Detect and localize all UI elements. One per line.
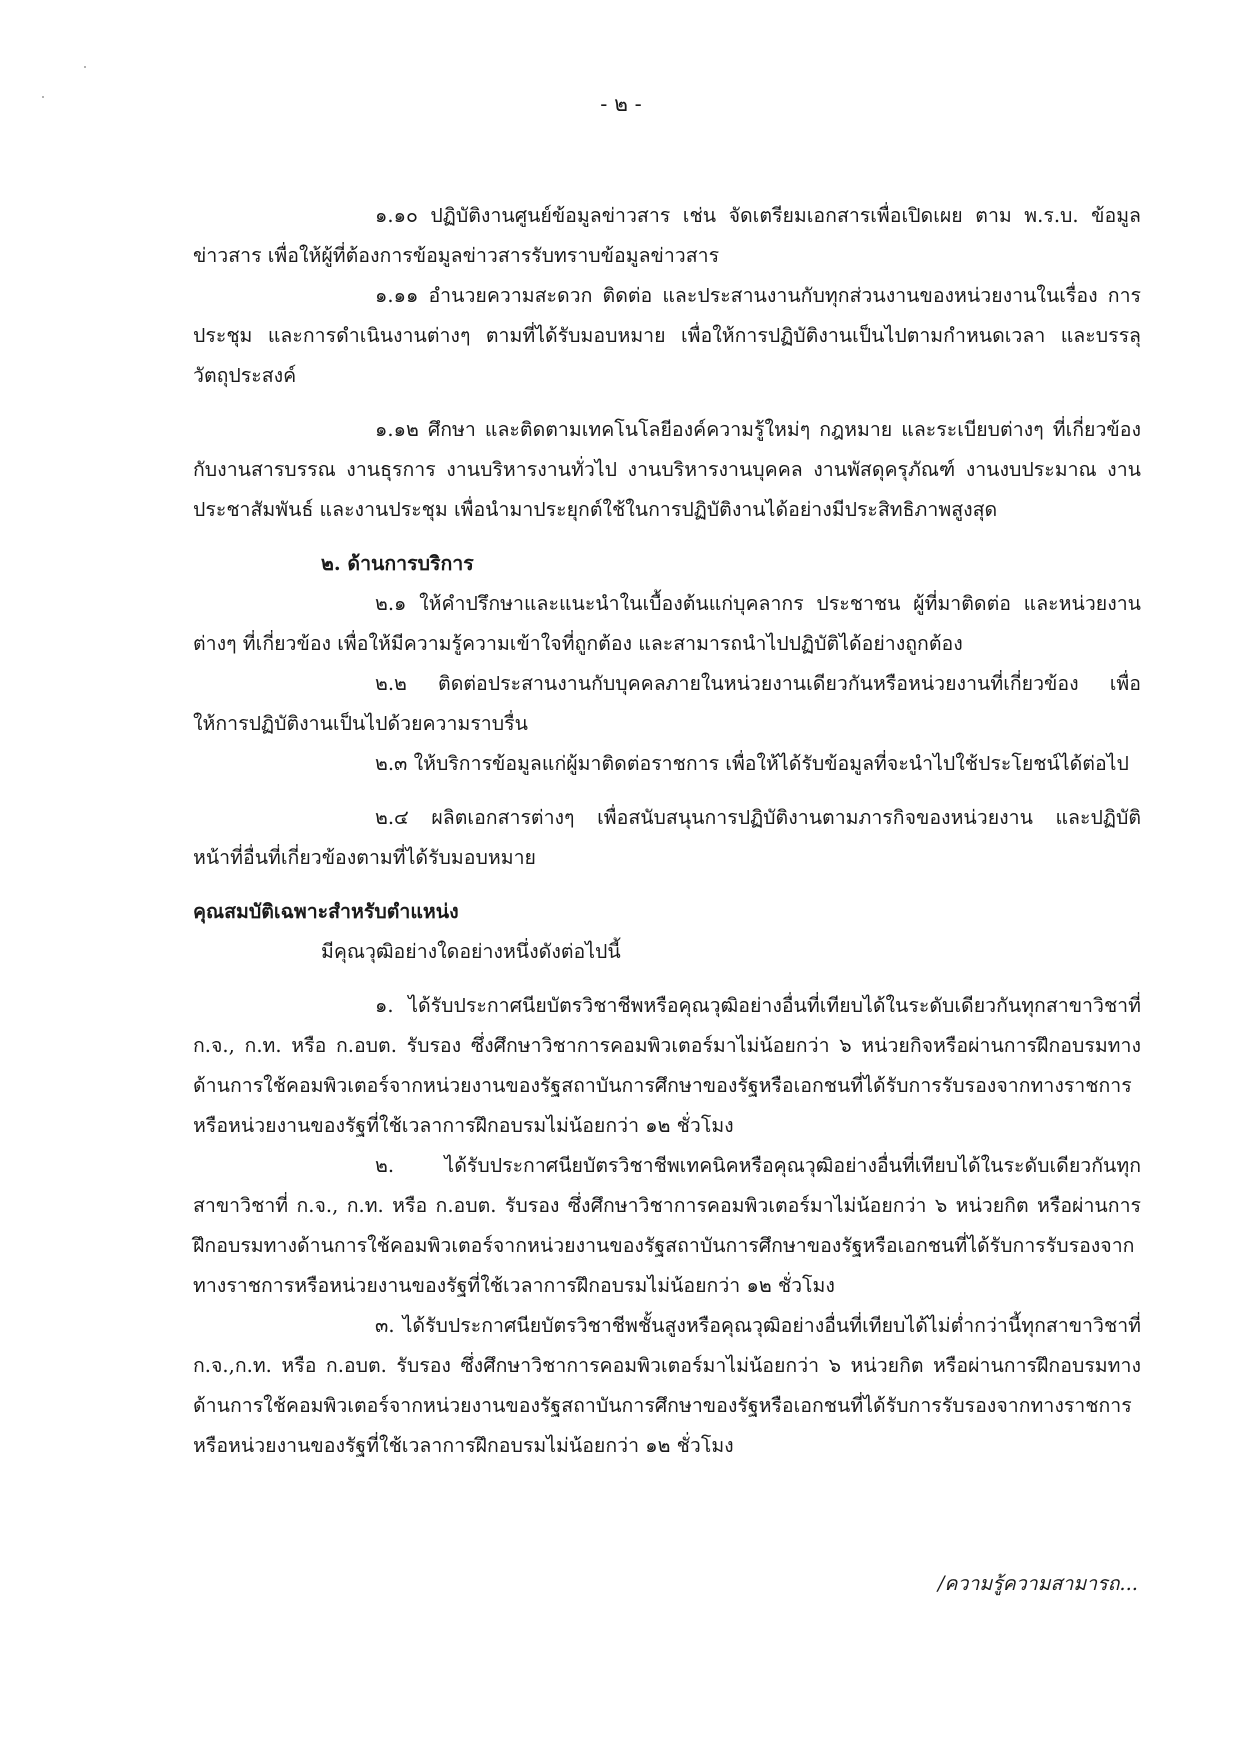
service-item-2-2: ๒.๒ ติดต่อประสานงานกับบุคคลภายในหน่วยงานเดียวกันหรือหน่วยงานที่เกี่ยวข้อง เพื่อให้การปฏิบัติงานเป็นไปด้วยความราบรื่น xyxy=(193,672,1141,735)
paragraph-1-12: ๑.๑๒ ศึกษา และติดตามเทคโนโลยีองค์ความรู้ใหม่ๆ กฎหมาย และระเบียบต่างๆ ที่เกี่ยวข้องกับงานสารบรรณ งานธุรการ งานบริหารงานทั่วไป งานบริหารงานบุคคล งานพัสดุครุภัณฑ์ งานงบประมาณ งานประชาสัมพันธ์ และงานประชุม เพื่อนำมาประยุกต์ใช้ในการปฏิบัติงานได้อย่างมีประสิทธิภาพสูงสุด xyxy=(193,418,1141,521)
service-item-2-1: ๒.๑ ให้คำปรึกษาและแนะนำในเบื้องต้นแก่บุคลากร ประชาชน ผู้ที่มาติดต่อ และหน่วยงานต่างๆ ที่เกี่ยวข้อง เพื่อให้มีความรู้ความเข้าใจที่ถูกต้อง และสามารถนำไปปฏิบัติได้อย่างถูกต้อง xyxy=(193,592,1141,655)
continued-marker: /ความรู้ความสามารถ... xyxy=(937,1572,1138,1595)
paragraph-1-10: ๑.๑๐ ปฏิบัติงานศูนย์ข้อมูลข่าวสาร เช่น จัดเตรียมเอกสารเพื่อเปิดเผย ตาม พ.ร.บ. ข้อมูลข่าวสาร เพื่อให้ผู้ที่ต้องการข้อมูลข่าวสารรับทราบข้อมูลข่าวสาร xyxy=(193,204,1141,267)
document-body xyxy=(193,196,1141,1466)
paragraph-1-11: ๑.๑๑ อำนวยความสะดวก ติดต่อ และประสานงานกับทุกส่วนงานของหน่วยงานในเรื่อง การประชุม และการดำเนินงานต่างๆ ตามที่ได้รับมอบหมาย เพื่อให้การปฏิบัติงานเป็นไปตามกำหนดเวลา และบรรลุวัตถุประสงค์ xyxy=(193,284,1141,387)
qualification-heading: คุณสมบัติเฉพาะสำหรับตำแหน่ง xyxy=(193,900,459,923)
service-item-2-4: ๒.๔ ผลิตเอกสารต่างๆ เพื่อสนับสนุนการปฏิบัติงานตามภารกิจของหน่วยงาน และปฏิบัติหน้าที่อื่นที่เกี่ยวข้องตามที่ได้รับมอบหมาย xyxy=(193,806,1141,869)
qualification-item-3: ๓. ได้รับประกาศนียบัตรวิชาชีพชั้นสูงหรือคุณวุฒิอย่างอื่นที่เทียบได้ไม่ต่ำกว่านี้ทุกสาขาวิชาที่ ก.จ.,ก.ท. หรือ ก.อบต. รับรอง ซึ่งศึกษาวิชาการคอมพิวเตอร์มาไม่น้อยกว่า ๖ หน่วยกิต หรือผ่านการฝึกอบรมทางด้านการใช้คอมพิวเตอร์จากหน่วยงานของรัฐสถาบันการศึกษาของรัฐหรือเอกชนที่ได้รับการรับรองจากทางราชการหรือหน่วยงานของรัฐที่ใช้เวลาการฝึกอบรมไม่น้อยกว่า ๑๒ ชั่วโมง xyxy=(193,1314,1141,1457)
page-number: - ๒ - xyxy=(600,92,642,116)
scan-speck xyxy=(84,66,86,68)
service-item-2-3: ๒.๓ ให้บริการข้อมูลแก่ผู้มาติดต่อราชการ เพื่อให้ได้รับข้อมูลที่จะนำไปใช้ประโยชน์ได้ต่อไป xyxy=(375,752,1129,775)
qualification-item-1: ๑. ได้รับประกาศนียบัตรวิชาชีพหรือคุณวุฒิอย่างอื่นที่เทียบได้ในระดับเดียวกันทุกสาขาวิชาที่ ก.จ., ก.ท. หรือ ก.อบต. รับรอง ซึ่งศึกษาวิชาการคอมพิวเตอร์มาไม่น้อยกว่า ๖ หน่วยกิจหรือผ่านการฝึกอบรมทางด้านการใช้คอมพิวเตอร์จากหน่วยงานของรัฐสถาบันการศึกษาของรัฐหรือเอกชนที่ได้รับการรับรองจากทางราชการหรือหน่วยงานของรัฐที่ใช้เวลาการฝึกอบรมไม่น้อยกว่า ๑๒ ชั่วโมง xyxy=(193,994,1141,1137)
qualification-intro: มีคุณวุฒิอย่างใดอย่างหนึ่งดังต่อไปนี้ xyxy=(321,940,621,963)
service-heading: ๒. ด้านการบริการ xyxy=(321,552,474,575)
qualification-item-2: ๒. ได้รับประกาศนียบัตรวิชาชีพเทคนิคหรือคุณวุฒิอย่างอื่นที่เทียบได้ในระดับเดียวกันทุกสาขาวิชาที่ ก.จ., ก.ท. หรือ ก.อบต. รับรอง ซึ่งศึกษาวิชาการคอมพิวเตอร์มาไม่น้อยกว่า ๖ หน่วยกิต หรือผ่านการฝึกอบรมทางด้านการใช้คอมพิวเตอร์จากหน่วยงานของรัฐสถาบันการศึกษาของรัฐหรือเอกชนที่ได้รับการรับรองจากทางราชการหรือหน่วยงานของรัฐที่ใช้เวลาการฝึกอบรมไม่น้อยกว่า ๑๒ ชั่วโมง xyxy=(193,1154,1141,1297)
